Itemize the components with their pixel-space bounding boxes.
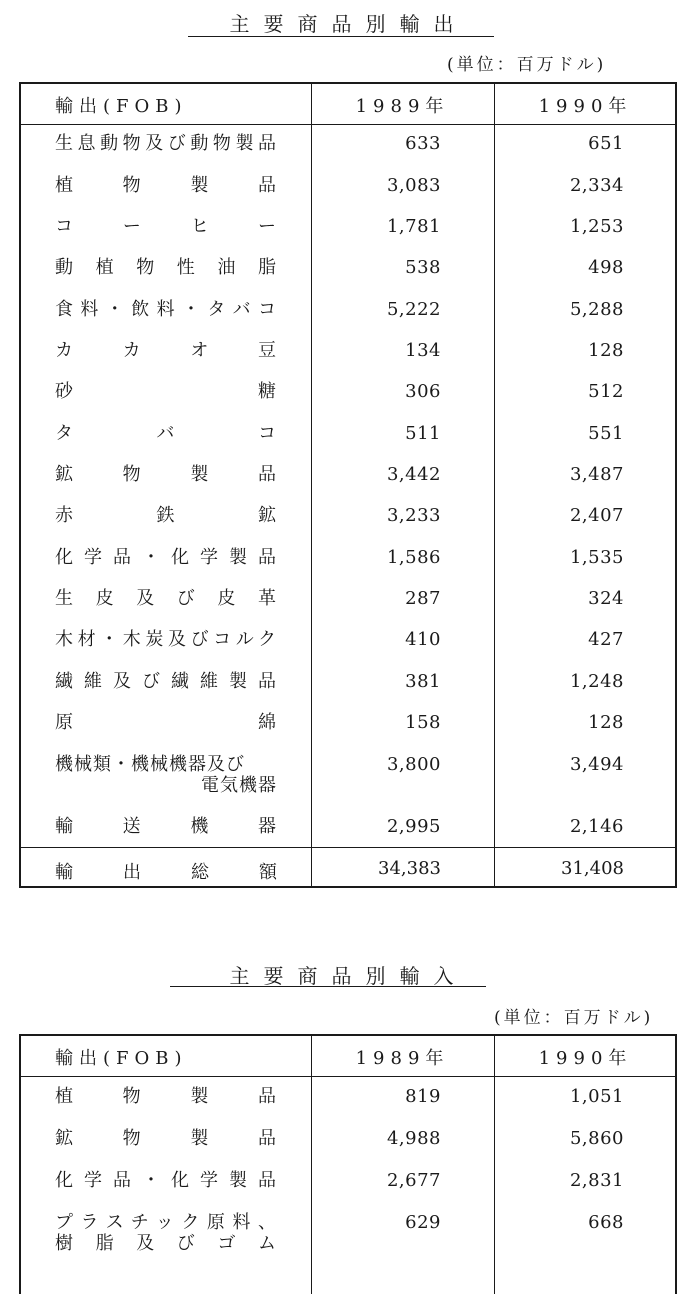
row-label: 化学品・化学製品 <box>55 1170 277 1191</box>
value-1989: 134 <box>405 340 441 361</box>
import-table <box>19 1034 677 1294</box>
value-1989: 3,233 <box>386 505 441 526</box>
row-label: 生息動物及び動物製品 <box>55 133 277 154</box>
value-1989: 819 <box>405 1086 441 1107</box>
value-1989: 1,586 <box>386 547 441 568</box>
value-1990: 668 <box>588 1212 624 1233</box>
row-label: 繊維及び繊維製品 <box>55 671 277 692</box>
value-1990: 3,487 <box>569 464 624 485</box>
row-label: 食料・飲料・タバコ <box>55 299 277 320</box>
row-label-line2: 樹脂及びゴム <box>55 1233 277 1254</box>
value-1990: 128 <box>588 340 624 361</box>
row-label: 化学品・化学製品 <box>55 547 277 568</box>
value-1990: 2,831 <box>569 1170 624 1191</box>
row-label <box>55 754 277 796</box>
header-item: 輸出(FOB) <box>55 1048 188 1069</box>
value-1990: 2,146 <box>569 816 624 837</box>
value-1990: 324 <box>588 588 624 609</box>
row-label-line1: 機械類・機械機器及び <box>55 754 245 775</box>
row-label: タバコ <box>55 423 277 444</box>
value-1989: 3,442 <box>386 464 441 485</box>
import-header-row <box>21 1036 675 1077</box>
value-1990: 1,051 <box>569 1086 624 1107</box>
value-1990: 3,494 <box>569 754 624 775</box>
export-table <box>19 82 677 888</box>
value-1990: 1,253 <box>569 216 624 237</box>
value-1989: 381 <box>405 671 441 692</box>
row-label: カカオ豆 <box>55 340 277 361</box>
export-title-underline <box>188 36 494 37</box>
value-1990: 651 <box>588 133 624 154</box>
row-label: 植物製品 <box>55 1086 277 1107</box>
value-1989: 287 <box>405 588 441 609</box>
header-1989: 1989年 <box>355 1048 450 1069</box>
value-1990: 512 <box>588 381 624 402</box>
export-title: 主要商品別輸出 <box>229 12 468 36</box>
header-item: 輸出(FOB) <box>55 96 188 117</box>
value-1989: 5,222 <box>386 299 441 320</box>
row-label: 鉱物製品 <box>55 464 277 485</box>
header-1990: 1990年 <box>538 96 633 117</box>
value-1990: 1,535 <box>569 547 624 568</box>
export-unit-label: (単位：百万ドル) <box>447 55 607 75</box>
row-label-line2: 電気機器 <box>201 775 277 796</box>
value-1989: 158 <box>405 712 441 733</box>
value-1990: 427 <box>588 629 624 650</box>
row-label: 動植物性油脂 <box>55 257 277 278</box>
value-1989: 629 <box>405 1212 441 1233</box>
row-label: 赤鉄鉱 <box>55 505 277 526</box>
row-label: 砂糖 <box>55 381 277 402</box>
row-label <box>55 1212 277 1254</box>
export-header-row <box>21 84 675 125</box>
row-label: 原綿 <box>55 712 277 733</box>
value-1990: 128 <box>588 712 624 733</box>
value-1990: 551 <box>588 423 624 444</box>
header-1990: 1990年 <box>538 1048 633 1069</box>
row-label: 生皮及び皮革 <box>55 588 277 609</box>
total-1990: 31,408 <box>561 858 624 879</box>
export-total-row <box>21 847 675 889</box>
value-1990: 498 <box>588 257 624 278</box>
value-1989: 511 <box>405 423 441 444</box>
value-1989: 633 <box>405 133 441 154</box>
row-label: 木材・木炭及びコルク <box>55 629 277 650</box>
total-label: 輸出総額 <box>55 862 277 883</box>
value-1990: 5,288 <box>569 299 624 320</box>
value-1989: 410 <box>405 629 441 650</box>
value-1990: 1,248 <box>569 671 624 692</box>
row-label-line1: プラスチック原料、 <box>55 1212 277 1233</box>
value-1989: 1,781 <box>386 216 441 237</box>
total-1989: 34,383 <box>378 858 441 879</box>
import-unit-label: (単位：百万ドル) <box>494 1008 654 1028</box>
row-label: 輸送機器 <box>55 816 277 837</box>
row-label: 鉱物製品 <box>55 1128 277 1149</box>
row-label: 植物製品 <box>55 175 277 196</box>
value-1990: 5,860 <box>569 1128 624 1149</box>
value-1989: 538 <box>405 257 441 278</box>
header-1989: 1989年 <box>355 96 450 117</box>
value-1989: 2,677 <box>386 1170 441 1191</box>
value-1989: 3,800 <box>386 754 441 775</box>
value-1989: 2,995 <box>386 816 441 837</box>
value-1990: 2,334 <box>569 175 624 196</box>
value-1989: 4,988 <box>386 1128 441 1149</box>
value-1989: 306 <box>405 381 441 402</box>
value-1990: 2,407 <box>569 505 624 526</box>
value-1989: 3,083 <box>386 175 441 196</box>
row-label: コーヒー <box>55 216 277 237</box>
import-title-underline <box>170 986 486 987</box>
import-title: 主要商品別輸入 <box>229 964 468 988</box>
